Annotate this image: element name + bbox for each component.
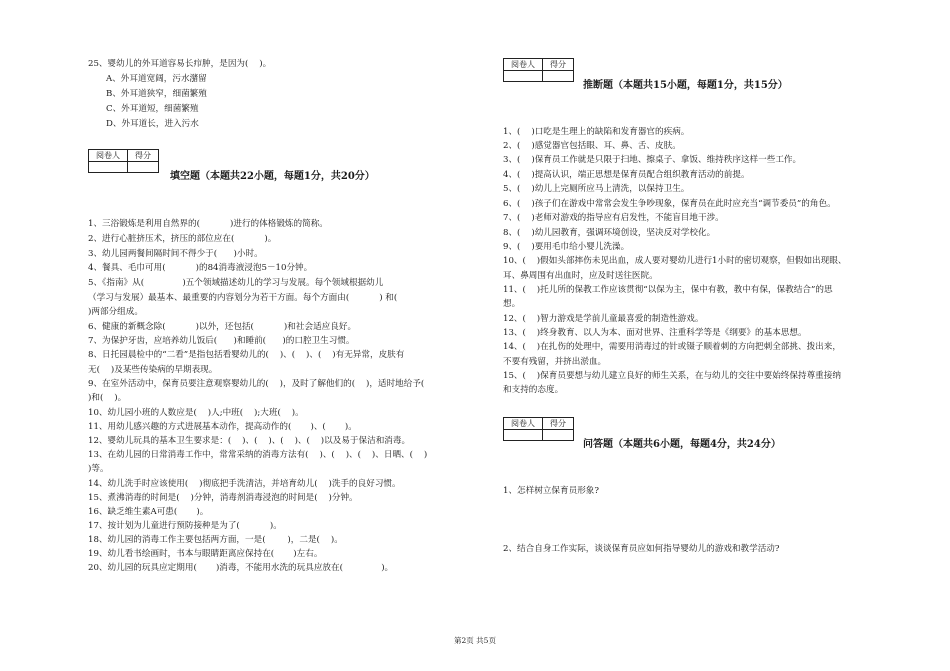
reviewer-cell[interactable]: [89, 162, 128, 173]
judge-line: 12、( )智力游戏是学前儿童最喜爱的制造性游戏。: [503, 314, 704, 324]
fill-line: 14、幼儿洗手时应该使用( )彻底把手洗清洁，并培育幼儿( )洗手的良好习惯。: [88, 479, 401, 489]
judge-line: 15、( )保育员要想与幼儿建立良好的师生关系，在与幼儿的交往中要始终保持尊重接纳: [503, 371, 841, 381]
fill-line: 9、在室外活动中，保育员要注意观察婴幼儿的( )，及时了解他们的( )，适时地给予(: [88, 379, 425, 389]
fill-line: 16、缺乏维生素A可患( )。: [88, 507, 209, 517]
judge-line: 13、( )终身教育、以人为本、面对世界、注重科学等是《纲要》的基本思想。: [503, 328, 807, 338]
question-25-stem: 25、婴幼儿的外耳道容易长疖肿，是因为( )。: [88, 59, 272, 69]
fill-line: （学习与发展）最基本、最重要的内容划分为若干方面。每个方面由( ) 和(: [88, 293, 398, 303]
question-25-option-b: B、外耳道狭窄，细菌繁殖: [106, 89, 207, 99]
judge-line: 和支持的态度。: [503, 385, 564, 395]
fill-line: 7、为保护牙齿，应培养幼儿饭后( )和睡前( )的口腔卫生习惯。: [88, 336, 355, 346]
qa-line: 2、结合自身工作实际，谈谈保育员应如何指导婴幼儿的游戏和教学活动?: [503, 544, 780, 554]
fill-line: 5、《指南》从( )五个领域描述幼儿的学习与发展。每个领域根据幼儿: [88, 278, 384, 288]
qa-score-box: [503, 417, 574, 441]
judge-line: 不要有残留，并挤出淤血。: [503, 357, 607, 367]
question-25-option-a: A、外耳道宽阔，污水潴留: [106, 74, 207, 84]
fill-line: 10、幼儿园小班的人数应是( )人;中班( );大班( )。: [88, 408, 304, 418]
fill-line: 6、健康的新概念除( )以外，还包括( )和社会适应良好。: [88, 322, 357, 332]
judge-line: 9、( )要用毛巾给小婴儿洗澡。: [503, 242, 630, 252]
judge-section-title: 推断题（本题共15小题，每题1分，共15分）: [583, 80, 788, 91]
judge-line: 4、( )提高认识，端正思想是保育员配合组织教育活动的前提。: [503, 170, 750, 180]
fill-line: 15、煮沸消毒的时间是( )分钟，消毒剂消毒浸泡的时间是( )分钟。: [88, 493, 358, 503]
fill-line: )两部分组成。: [88, 307, 143, 317]
fill-line: 3、幼儿园两餐间隔时间不得少于( )小时。: [88, 249, 263, 259]
judge-line: 2、( )感觉器官包括眼、耳、鼻、舌、皮肤。: [503, 141, 681, 151]
reviewer-label: 阅卷人: [504, 59, 543, 71]
fill-score-box: [88, 149, 159, 173]
judge-line: 耳、鼻周围有出血时，应及时送往医院。: [503, 271, 658, 281]
score-label: 得分: [543, 59, 574, 71]
qa-line: 1、怎样树立保育员形象?: [503, 486, 600, 496]
question-25-option-c: C、外耳道短，细菌繁殖: [106, 104, 199, 114]
fill-line: 19、幼儿看书绘画时，书本与眼睛距离应保持在( )左右。: [88, 549, 323, 559]
judge-line: 3、( )保育员工作就是只限于扫地、擦桌子、拿饭、维持秩序这样一些工作。: [503, 155, 802, 165]
judge-line: 7、( )老师对游戏的指导应有启发性，不能盲目地干涉。: [503, 213, 724, 223]
fill-line: 4、餐具、毛巾可用( )的84消毒液浸泡5－10分钟。: [88, 263, 313, 273]
judge-line: 8、( )幼儿园教育，强调环境创设，坚决反对学校化。: [503, 228, 716, 238]
fill-line: 12、婴幼儿玩具的基本卫生要求是：( )、( )、( )、( )以及易于保洁和消毒。: [88, 436, 411, 446]
score-cell[interactable]: [543, 71, 574, 82]
judge-line: 10、( )假如头部摔伤未见出血，成人要对婴幼儿进行1小时的密切观察，但假如出现眼、: [503, 256, 847, 266]
judge-score-box: [503, 58, 574, 82]
judge-line: 11、( )托儿所的保教工作应该贯彻“以保为主，保中有教，教中有保，保教结合”的思: [503, 285, 833, 295]
reviewer-label: 阅卷人: [504, 418, 543, 430]
fill-line: 无( )及某些传染病的早期表现。: [88, 365, 218, 375]
question-25-option-d: D、外耳道长，进入污水: [106, 119, 199, 129]
reviewer-cell[interactable]: [504, 71, 543, 82]
judge-line: 1、( )口吃是生理上的缺陷和发育器官的疾病。: [503, 127, 690, 137]
score-cell[interactable]: [543, 430, 574, 441]
fill-line: 11、用幼儿感兴趣的方式进展基本动作，提高动作的( )、( )。: [88, 422, 357, 432]
fill-line: 17、按计划为儿童进行预防接种是为了( )。: [88, 521, 282, 531]
fill-line: 18、幼儿园的消毒工作主要包括两方面，一是( )，二是( )。: [88, 535, 343, 545]
score-label: 得分: [543, 418, 574, 430]
fill-line: )和( )。: [88, 393, 127, 403]
score-cell[interactable]: [128, 162, 159, 173]
judge-line: 想。: [503, 299, 521, 309]
fill-line: 2、进行心脏挤压术，挤压的部位应在( )。: [88, 234, 277, 244]
fill-line: 1、三浴锻炼是利用自然界的( )进行的体格锻炼的简称。: [88, 219, 328, 229]
fill-line: 8、日托园晨检中的“二看”是指包括看婴幼儿的( )、( )、( )有无异常，皮肤有: [88, 350, 405, 360]
fill-line: )等。: [88, 464, 109, 474]
judge-line: 5、( )幼儿上完厕所应马上清洗，以保持卫生。: [503, 184, 690, 194]
page-footer: 第2页 共5页: [454, 636, 496, 645]
judge-line: 6、( )孩子们在游戏中常常会发生争吵现象，保育员在此时应充当“调节委员”的角色。: [503, 199, 836, 209]
fill-line: 20、幼儿园的玩具应定期用( )消毒，不能用水洗的玩具应放在( )。: [88, 563, 394, 573]
qa-section-title: 问答题（本题共6小题，每题4分，共24分）: [583, 439, 781, 450]
fill-section-title: 填空题（本题共22小题，每题1分，共20分）: [170, 171, 375, 182]
reviewer-cell[interactable]: [504, 430, 543, 441]
reviewer-label: 阅卷人: [89, 150, 128, 162]
score-label: 得分: [128, 150, 159, 162]
fill-line: 13、在幼儿园的日常消毒工作中，常常采纳的消毒方法有( )、( )、( )、日晒、( ): [88, 450, 428, 460]
judge-line: 14、( )在扎伤的处理中，需要用消毒过的针或镊子顺着刺的方向把刺全部挑、拨出来，: [503, 342, 841, 352]
